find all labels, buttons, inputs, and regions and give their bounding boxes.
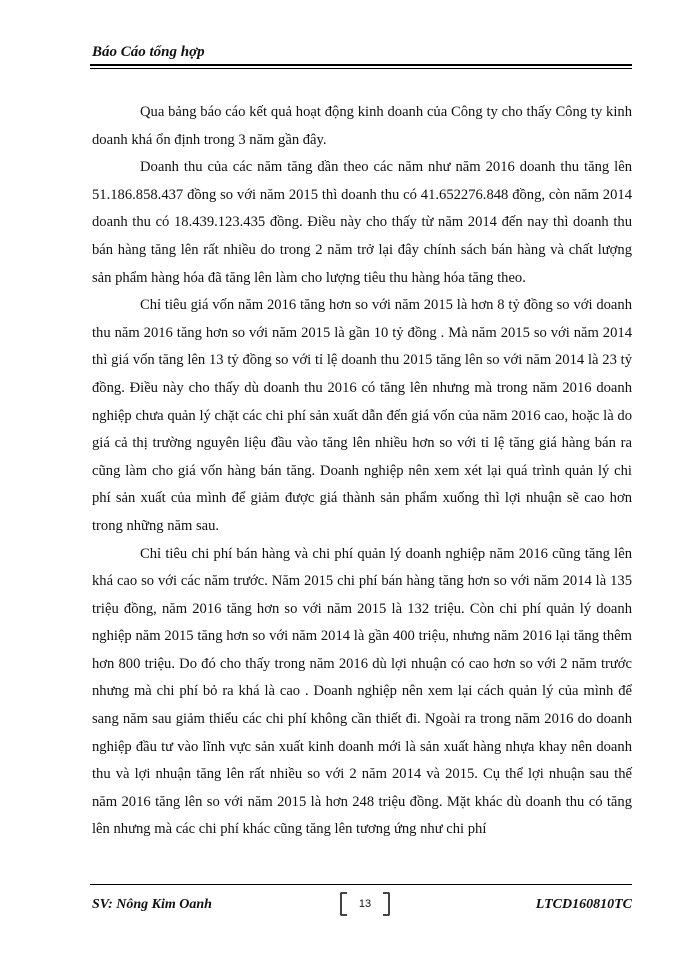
document-body: [92, 99, 632, 844]
paragraph-revenue: Doanh thu của các năm tăng dần theo các năm như năm 2016 doanh thu tăng lên 51.186.858.437 đồng so với năm 2015 thì doanh thu có 41.652276.848 đồng, còn năm 2014 doanh thu có 18.439.123.435 đồng. Điều này cho thấy từ năm 2014 đến nay thì doanh thu bán hàng tăng lên rất nhiều do trong 2 năm trở lại đây chính sách bán hàng và chất lượng sản phẩm hàng hóa đã tăng lên làm cho lượng tiêu thu hàng hóa tăng theo.: [92, 159, 632, 286]
header-divider: [90, 64, 632, 66]
paragraph-expenses: Chỉ tiêu chi phí bán hàng và chi phí quản lý doanh nghiệp năm 2016 cũng tăng lên khá cao so với các năm trước. Năm 2015 chi phí bán hàng tăng hơn so với năm 2014 là 135 triệu đồng, năm 2016 tăng hơn so với năm 2015 là 132 triệu. Còn chi phí quản lý doanh nghiệp năm 2015 tăng hơn so với năm 2014 là gần 400 triệu, nhưng năm 2016 lại tăng thêm hơn 800 triệu. Do đó cho thấy trong năm 2016 dù lợi nhuận có cao hơn so với 2 năm trước nhưng mà chi phí bỏ ra khá là cao . Doanh nghiệp nên xem lại cách quản lý của mình để sang năm sau giảm thiểu các chi phí không cần thiết đi. Ngoài ra trong năm 2016 do doanh nghiệp đầu tư vào lĩnh vực sản xuất kinh doanh mới là sản xuất hàng nhựa khay nên doanh thu và lợi nhuận tăng lên rất nhiều so với 2 năm 2014 và 2015. Cụ thể lợi nhuận sau thế năm 2016 tăng lên so với năm 2015 là hơn 248 triệu đồng. Mặt khác dù doanh thu có tăng lên nhưng mà các chi phí khác cũng tăng lên tương ứng như chi phí: [92, 545, 632, 838]
footer-student-name: SV: Nông Kim Oanh: [92, 897, 212, 912]
page-number-box: [340, 893, 390, 915]
header-divider-thin: [90, 68, 632, 69]
footer-divider: [90, 884, 632, 885]
left-bracket-icon: [340, 892, 347, 916]
paragraph-summary: Qua bảng báo cáo kết quả hoạt động kinh doanh của Công ty cho thấy Công ty kinh doanh khá ổn định trong 3 năm gần đây.: [92, 104, 632, 148]
right-bracket-icon: [383, 892, 390, 916]
page-number: 13: [358, 898, 372, 910]
footer-class-code: LTCD160810TC: [535, 897, 632, 912]
document-header-title: Báo Cáo tổng hợp: [92, 44, 205, 60]
paragraph-cost-of-goods: Chỉ tiêu giá vốn năm 2016 tăng hơn so với năm 2015 là hơn 8 tỷ đồng so với doanh thu năm 2016 tăng hơn so với năm 2015 là gần 10 tỷ đồng . Mà năm 2015 so với năm 2014 thì giá vốn tăng lên 13 tỷ đồng so với tỉ lệ doanh thu 2015 tăng lên so với năm 2014 là 23 tỷ đồng. Điều này cho thấy dù doanh thu 2016 có tăng lên nhưng mà trong năm 2016 doanh nghiệp chưa quản lý chặt các chi phí sản xuất dẫn đến giá vốn của năm 2016 cao, hoặc là do giá cả thị trường nguyên liệu đầu vào tăng lên nhiều hơn so với tỉ lệ tăng giá hàng bán ra cũng làm cho giá vốn hàng bán tăng. Doanh nghiệp nên xem xét lại quá trình quản lý chi phí sản xuất của mình để giảm được giá thành sản phẩm xuống thì lợi nhuận sẽ cao hơn trong những năm sau.: [92, 297, 632, 534]
